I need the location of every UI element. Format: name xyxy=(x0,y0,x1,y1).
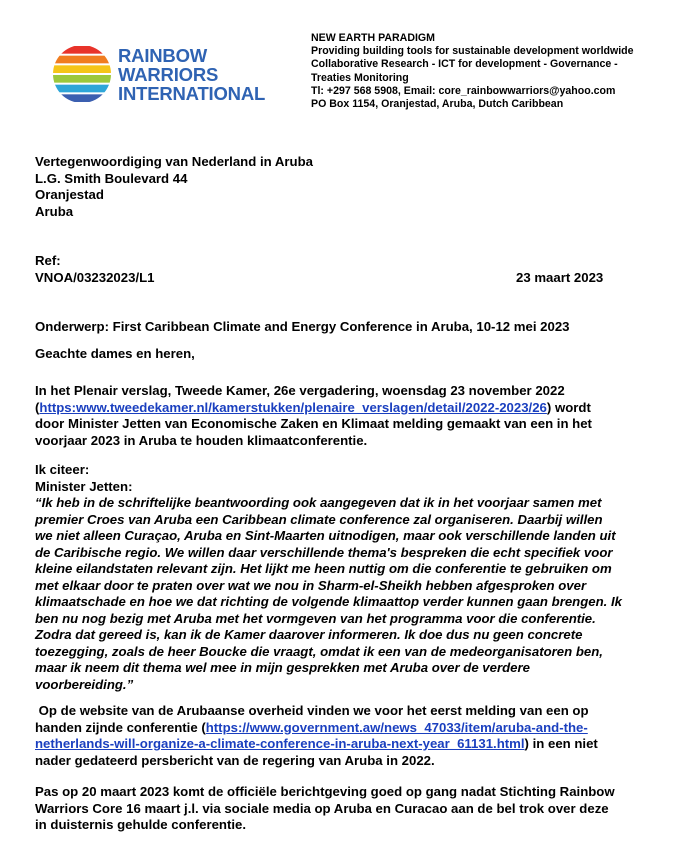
p1-line: In het Plenair verslag, Tweede Kamer, 26e vergadering, woensdag 23 november 2022 xyxy=(35,383,565,398)
p1-line-with-link xyxy=(35,400,592,417)
rainbow-stripe xyxy=(52,46,114,54)
government-aw-link[interactable]: https://www.government.aw/news_47033/item/aruba-and-the- xyxy=(205,719,588,735)
p2-line-with-link xyxy=(35,736,598,753)
paragraph-1 xyxy=(35,383,592,449)
org-name: NEW EARTH PARADIGM xyxy=(311,32,435,44)
ref-code: VNOA/03232023/L1 xyxy=(35,269,155,285)
quote-line: kleine eilandstaten relevant zijn. Het lijkt me heen nuttig om die conferentie te gebruiken om xyxy=(35,561,612,576)
reference-block xyxy=(35,253,155,286)
p1-paren: ( xyxy=(35,399,40,415)
quote-line: met elkaar door te praten over wat we nou in Sharm-el-Sheikh hebben afgesproken over xyxy=(35,577,587,593)
p3-line: Warriors Core 16 maart j.l. via sociale media op Aruba en Curacao aan de bel trok over deze xyxy=(35,800,609,816)
p2-line: Op de website van de Arubaanse overheid vinden we voor het eerst melding van een op xyxy=(35,703,589,718)
org-activities-cont: Treaties Monitoring xyxy=(311,71,409,84)
p2-line: nader gedateerd persbericht van de regering van Aruba in 2022. xyxy=(35,752,435,768)
organisation-info xyxy=(311,32,651,111)
quote-line: Zodra dat gereed is, kan ik de Kamer daarover informeren. Ik doe dus nu geen concrete xyxy=(35,627,583,642)
ref-label: Ref: xyxy=(35,253,61,268)
salutation xyxy=(35,346,195,363)
recipient-address xyxy=(35,154,313,220)
p2-rest: ) in een niet xyxy=(524,736,598,751)
address-line: Vertegenwoordiging van Nederland in Aruba xyxy=(35,154,313,169)
p3-line: in duisternis gehulde conferentie. xyxy=(35,817,247,832)
tweedekamer-link[interactable]: https:www.tweedekamer.nl/kamerstukken/plenaire_verslagen/detail/2022-2023/26 xyxy=(39,399,547,415)
p1-rest: ) wordt xyxy=(546,399,591,415)
minister-quote xyxy=(35,495,622,693)
subject-line xyxy=(35,319,570,336)
rainbow-stripe xyxy=(52,56,114,64)
quote-line: voorbereiding.” xyxy=(35,676,134,692)
quote-line: premier Croes van Aruba een Caribbean climate conference zal organiseren. Daarbij willen xyxy=(35,511,603,527)
p1-line: door Minister Jetten van Economische Zaken en Klimaat melding gemaakt van een in het xyxy=(35,416,592,431)
quote-line: maar ik neem dit thema wel mee in mijn gesprekken met Aruba over de verdere xyxy=(35,660,530,675)
org-address: PO Box 1154, Oranjestad, Aruba, Dutch Caribbean xyxy=(311,98,564,111)
p3-line: Pas op 20 maart 2023 komt de officiële berichtgeving goed op gang nadat Stichting Rainbow xyxy=(35,784,615,799)
quote-intro-line: Minister Jetten: xyxy=(35,478,133,494)
rainbow-stripe xyxy=(52,94,114,102)
org-activities: Collaborative Research - ICT for development - Governance - xyxy=(311,58,618,71)
rainbow-warriors-logo xyxy=(52,44,282,106)
org-tagline: Providing building tools for sustainable development worldwide xyxy=(311,45,634,58)
address-line: Oranjestad xyxy=(35,187,104,202)
logo-wordmark xyxy=(118,46,265,103)
quote-line: we niet alleen Curaçao, Aruba en Sint-Maarten uitnodigen, maar ook verschillende landen uit xyxy=(35,528,616,543)
logo-line-international: INTERNATIONAL xyxy=(118,83,266,104)
government-aw-link-cont[interactable]: netherlands-will-organize-a-climate-conference-in-aruba-next-year_61131.html xyxy=(35,736,525,751)
quote-line: toezegging, zoals de heer Boucke die vraagt, omdat ik een van de medeorganisatoren ben, xyxy=(35,643,603,659)
paragraph-3 xyxy=(35,784,615,834)
letter-date: 23 maart 2023 xyxy=(516,270,604,285)
quote-line: de Caribische regio. We willen daar verschillende thema's bespreken die echt specifiek voor xyxy=(35,544,613,560)
quote-line: klimaatschade en hoe we dat richting de volgende klimaattop verder kunnen gaan brengen. Ik xyxy=(35,594,622,609)
p2-pre: handen zijnde conferentie ( xyxy=(35,719,206,735)
quote-intro-line: Ik citeer: xyxy=(35,462,90,477)
salutation-text: Geachte dames en heren, xyxy=(35,346,195,361)
logo-line-warriors: WARRIORS xyxy=(118,64,219,85)
org-contact: Tl: +297 568 5908, Email: core_rainbowwarriors@yahoo.com xyxy=(311,84,616,97)
rainbow-stripe xyxy=(52,75,114,83)
subject-text: Onderwerp: First Caribbean Climate and Energy Conference in Aruba, 10-12 mei 2023 xyxy=(35,319,570,334)
rainbow-stripe xyxy=(52,85,114,93)
logo-line-rainbow: RAINBOW xyxy=(118,45,208,66)
quote-intro xyxy=(35,462,132,495)
rainbow-stripe xyxy=(52,65,114,73)
quote-line: ben nu nog bezig met Aruba met het vormgeven van het programma voor die conferentie. xyxy=(35,610,596,626)
paragraph-2 xyxy=(35,703,598,769)
address-line: L.G. Smith Boulevard 44 xyxy=(35,170,188,186)
p2-line-with-link xyxy=(35,720,598,737)
p1-line: voorjaar 2023 in Aruba te houden klimaatconferentie. xyxy=(35,432,368,448)
quote-line: “Ik heb in de schriftelijke beantwoording ook aangegeven dat ik in het voorjaar samen met xyxy=(35,495,602,510)
address-line: Aruba xyxy=(35,203,74,219)
rainbow-globe-icon xyxy=(52,44,114,106)
